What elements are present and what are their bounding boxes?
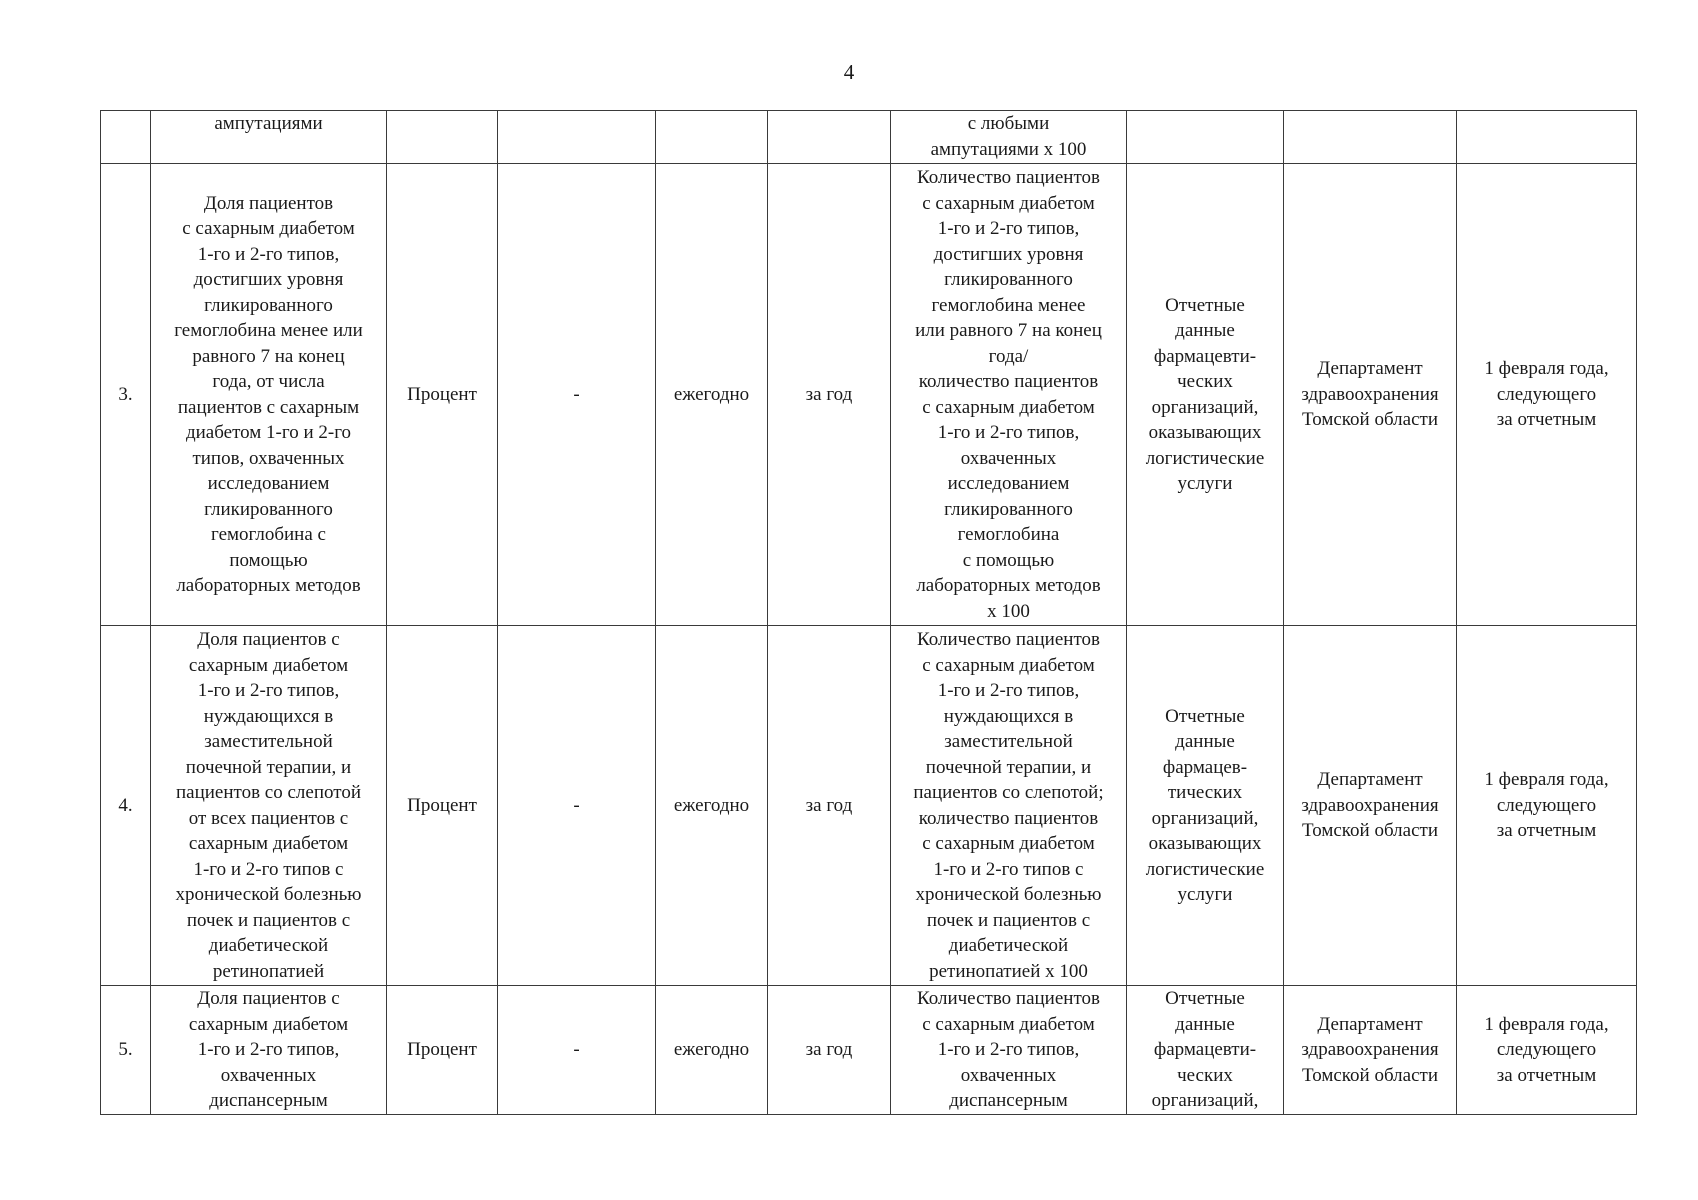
source-cell: Отчетные данные фармацев- тических организаций, оказывающих логистические услуги bbox=[1127, 626, 1284, 986]
responsible-cell bbox=[1284, 111, 1457, 164]
frequency-cell: ежегодно bbox=[656, 986, 768, 1115]
page-number: 4 bbox=[843, 60, 855, 84]
frequency-cell: ежегодно bbox=[656, 626, 768, 986]
unit-cell: Процент bbox=[387, 164, 498, 626]
frequency-cell: ежегодно bbox=[656, 164, 768, 626]
unit-cell: Процент bbox=[387, 986, 498, 1115]
row-number-cell: 4. bbox=[101, 626, 151, 986]
deadline-cell: 1 февраля года, следующего за отчетным bbox=[1457, 626, 1637, 986]
period-cell bbox=[768, 111, 891, 164]
formula-cell: Количество пациентов с сахарным диабетом 1-го и 2-го типов, нуждающихся в заместительной почечной терапии, и пациентов со слепотой; количество пациентов с сахарным диабетом 1-го и 2-го типов с хронической болезнью почек и пациентов с диабетической ретинопатией х 100 bbox=[891, 626, 1127, 986]
indicator-name-cell: Доля пациентов с сахарным диабетом 1-го и 2-го типов, охваченных диспансерным bbox=[151, 986, 387, 1115]
unit-cell: Процент bbox=[387, 626, 498, 986]
responsible-cell: Департамент здравоохранения Томской области bbox=[1284, 626, 1457, 986]
direction-cell: - bbox=[498, 164, 656, 626]
direction-cell: - bbox=[498, 626, 656, 986]
row-number-cell: 5. bbox=[101, 986, 151, 1115]
deadline-cell: 1 февраля года, следующего за отчетным bbox=[1457, 986, 1637, 1115]
source-cell: Отчетные данные фармацевти- ческих организаций, оказывающих логистические услуги bbox=[1127, 164, 1284, 626]
formula-cell: Количество пациентов с сахарным диабетом 1-го и 2-го типов, охваченных диспансерным bbox=[891, 986, 1127, 1115]
period-cell: за год bbox=[768, 164, 891, 626]
deadline-cell: 1 февраля года, следующего за отчетным bbox=[1457, 164, 1637, 626]
responsible-cell: Департамент здравоохранения Томской области bbox=[1284, 164, 1457, 626]
indicator-name-cell: ампутациями bbox=[151, 111, 387, 164]
source-cell: Отчетные данные фармацевти- ческих организаций, bbox=[1127, 986, 1284, 1115]
frequency-cell bbox=[656, 111, 768, 164]
formula-cell: Количество пациентов с сахарным диабетом 1-го и 2-го типов, достигших уровня гликированного гемоглобина менее или равного 7 на конец года/ количество пациентов с сахарным диабетом 1-го и 2-го типов, охваченных исследованием гликированного гемоглобина с помощью лабораторных методов х 100 bbox=[891, 164, 1127, 626]
row-number-cell: 3. bbox=[101, 164, 151, 626]
table-row bbox=[101, 626, 1637, 986]
responsible-cell: Департамент здравоохранения Томской области bbox=[1284, 986, 1457, 1115]
indicator-name-cell: Доля пациентов с сахарным диабетом 1-го и 2-го типов, достигших уровня гликированного гемоглобина менее или равного 7 на конец года, от числа пациентов с сахарным диабетом 1-го и 2-го типов, охваченных исследованием гликированного гемоглобина с помощью лабораторных методов bbox=[151, 164, 387, 626]
formula-cell: с любыми ампутациями х 100 bbox=[891, 111, 1127, 164]
period-cell: за год bbox=[768, 626, 891, 986]
period-cell: за год bbox=[768, 986, 891, 1115]
table-row bbox=[101, 164, 1637, 626]
direction-cell: - bbox=[498, 986, 656, 1115]
deadline-cell bbox=[1457, 111, 1637, 164]
direction-cell bbox=[498, 111, 656, 164]
indicators-table bbox=[100, 110, 1637, 1115]
table-row bbox=[101, 111, 1637, 164]
indicator-name-cell: Доля пациентов с сахарным диабетом 1-го и 2-го типов, нуждающихся в заместительной почечной терапии, и пациентов со слепотой от всех пациентов с сахарным диабетом 1-го и 2-го типов с хронической болезнью почек и пациентов с диабетической ретинопатией bbox=[151, 626, 387, 986]
source-cell bbox=[1127, 111, 1284, 164]
row-number-cell bbox=[101, 111, 151, 164]
unit-cell bbox=[387, 111, 498, 164]
table-row bbox=[101, 986, 1637, 1115]
